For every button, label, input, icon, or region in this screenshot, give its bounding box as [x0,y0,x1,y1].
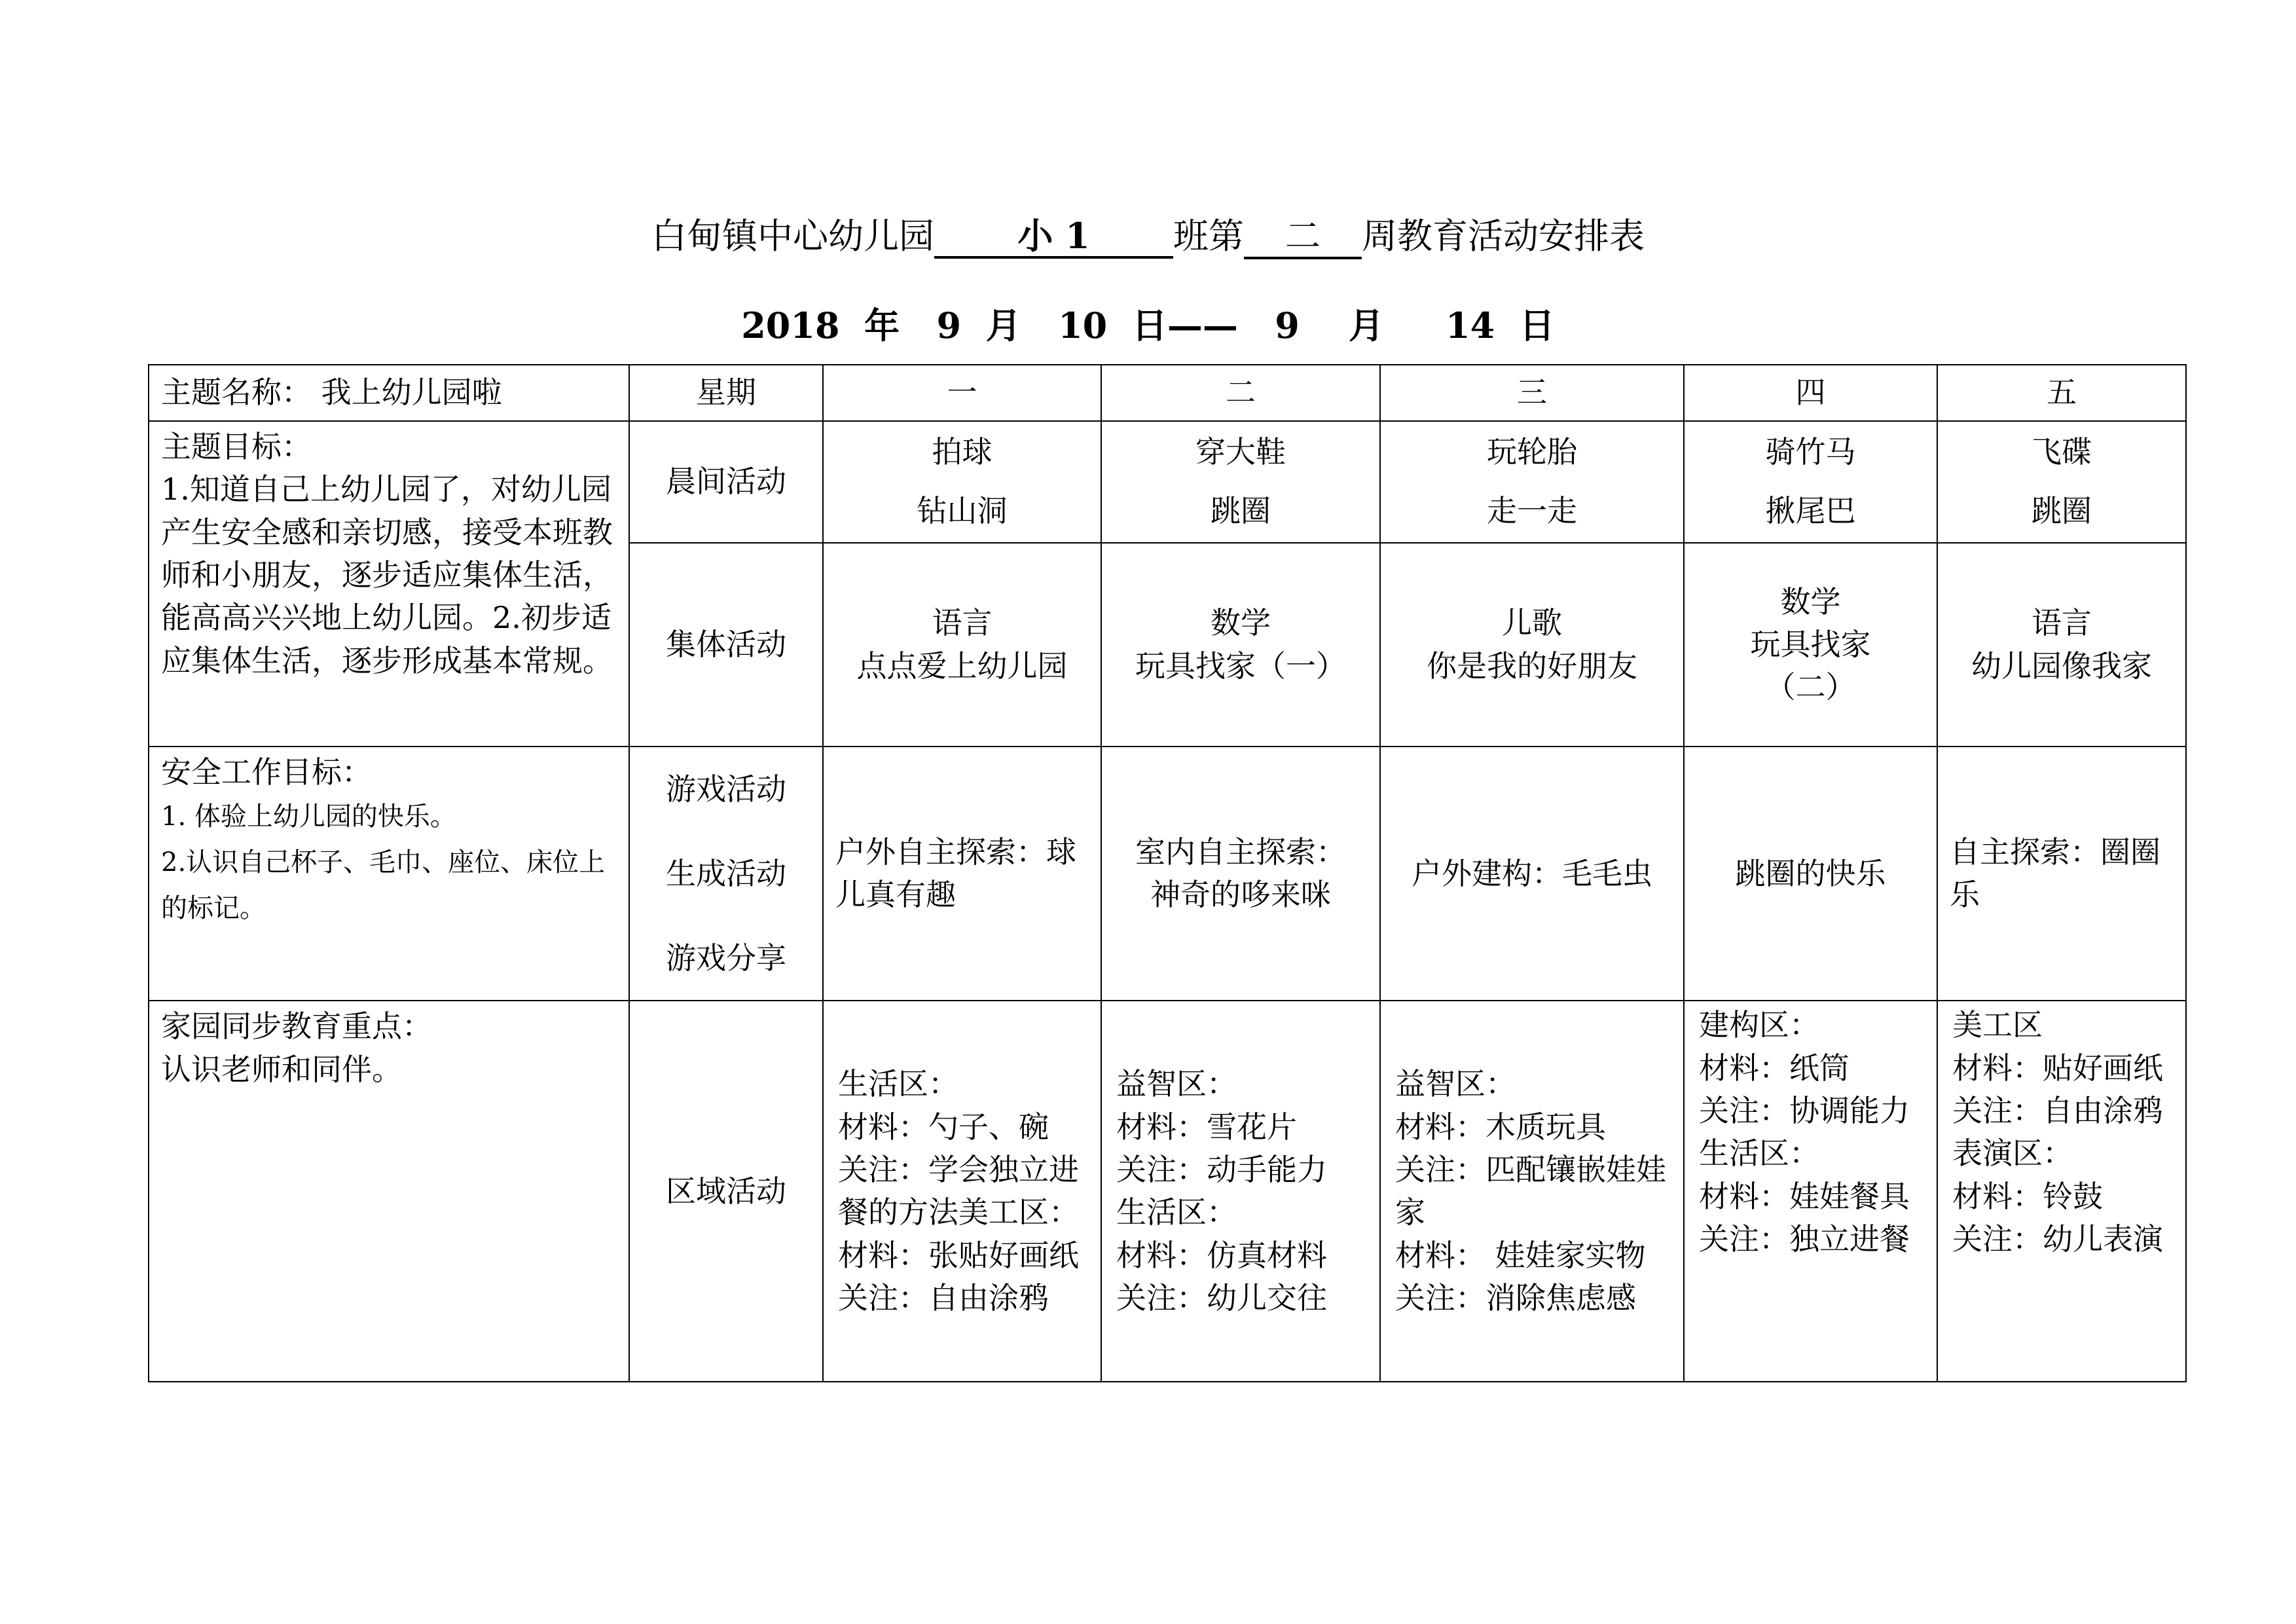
group-thu: 数学 玩具找家 （二） [1684,543,1937,747]
area-fri: 美工区 材料：贴好画纸 关注：自由涂鸦 表演区： 材料：铃鼓 关注：幼儿表演 [1937,1001,2186,1382]
schedule-table [148,364,2187,1382]
morning-thu: 骑竹马 揪尾巴 [1684,421,1937,543]
header-row [149,365,2186,421]
game-fri: 自主探索：圈圈乐 [1937,747,2186,1001]
day-mon: 一 [823,365,1101,421]
week-number: 二 [1244,216,1362,259]
game-wed: 户外建构：毛毛虫 [1380,747,1684,1001]
morning-tue: 穿大鞋 跳圈 [1101,421,1380,543]
game-tue: 室内自主探索： 神奇的哆来咪 [1101,747,1380,1001]
area-thu: 建构区： 材料：纸筒 关注：协调能力 生活区： 材料：娃娃餐具 关注：独立进餐 [1684,1001,1937,1382]
weekday-label: 星期 [629,365,823,421]
area-label: 区域活动 [629,1001,823,1382]
title-suffix: 周教育活动安排表 [1362,215,1645,257]
game-thu: 跳圈的快乐 [1684,747,1937,1001]
morning-fri: 飞碟 跳圈 [1937,421,2186,543]
title-mid: 班第 [1173,215,1244,257]
game-labels: 游戏活动 生成活动 游戏分享 [629,747,823,1001]
morning-row [149,421,2186,543]
home-heading: 家园同步教育重点： [161,1008,432,1044]
morning-mon: 拍球 钻山洞 [823,421,1101,543]
safety-item-2: 2.认识自己杯子、毛巾、座位、床位上的标记。 [161,847,606,924]
group-wed: 儿歌 你是我的好朋友 [1380,543,1684,747]
group-fri: 语言 幼儿园像我家 [1937,543,2186,747]
morning-wed: 玩轮胎 走一走 [1380,421,1684,543]
game-mon: 户外自主探索：球儿真有趣 [823,747,1101,1001]
theme-goal-cell [149,421,629,747]
morning-label: 晨间活动 [629,421,823,543]
game-row [149,747,2186,1001]
day-wed: 三 [1380,365,1684,421]
theme-goal-text: 1.知道自己上幼儿园了，对幼儿园产生安全感和亲切感，接受本班教师和小朋友，逐步适应集体生活，能高高兴兴地上幼儿园。2.初步适应集体生活，逐步形成基本常规。 [161,471,613,678]
day-tue: 二 [1101,365,1380,421]
theme-goal-heading: 主题目标： [161,429,312,464]
group-tue: 数学 玩具找家（一） [1101,543,1380,747]
day-thu: 四 [1684,365,1937,421]
area-tue: 益智区： 材料：雪花片 关注：动手能力 生活区： 材料：仿真材料 关注：幼儿交往 [1101,1001,1380,1382]
theme-name: 主题名称： 我上幼儿园啦 [149,365,629,421]
date-range: 2018 年 9 月 10 日—— 9 月 14 日 [741,304,1555,346]
day-fri: 五 [1937,365,2186,421]
document-title [0,208,2296,259]
title-prefix: 白甸镇中心幼儿园 [651,215,934,257]
area-row [149,1001,2186,1382]
area-mon: 生活区： 材料：勺子、碗 关注：学会独立进餐的方法美工区： 材料：张贴好画纸 关注：自由涂鸦 [823,1001,1101,1382]
safety-heading: 安全工作目标： [161,754,372,790]
home-cell [149,1001,629,1382]
home-text: 认识老师和同伴。 [161,1051,402,1087]
area-wed: 益智区： 材料：木质玩具 关注：匹配镶嵌娃娃家 材料： 娃娃家实物 关注：消除焦虑感 [1380,1001,1684,1382]
safety-item-1: 1. 体验上幼儿园的快乐。 [161,802,456,832]
group-label: 集体活动 [629,543,823,747]
group-mon: 语言 点点爱上幼儿园 [823,543,1101,747]
class-name: 小 1 [934,215,1173,259]
safety-cell [149,747,629,1001]
